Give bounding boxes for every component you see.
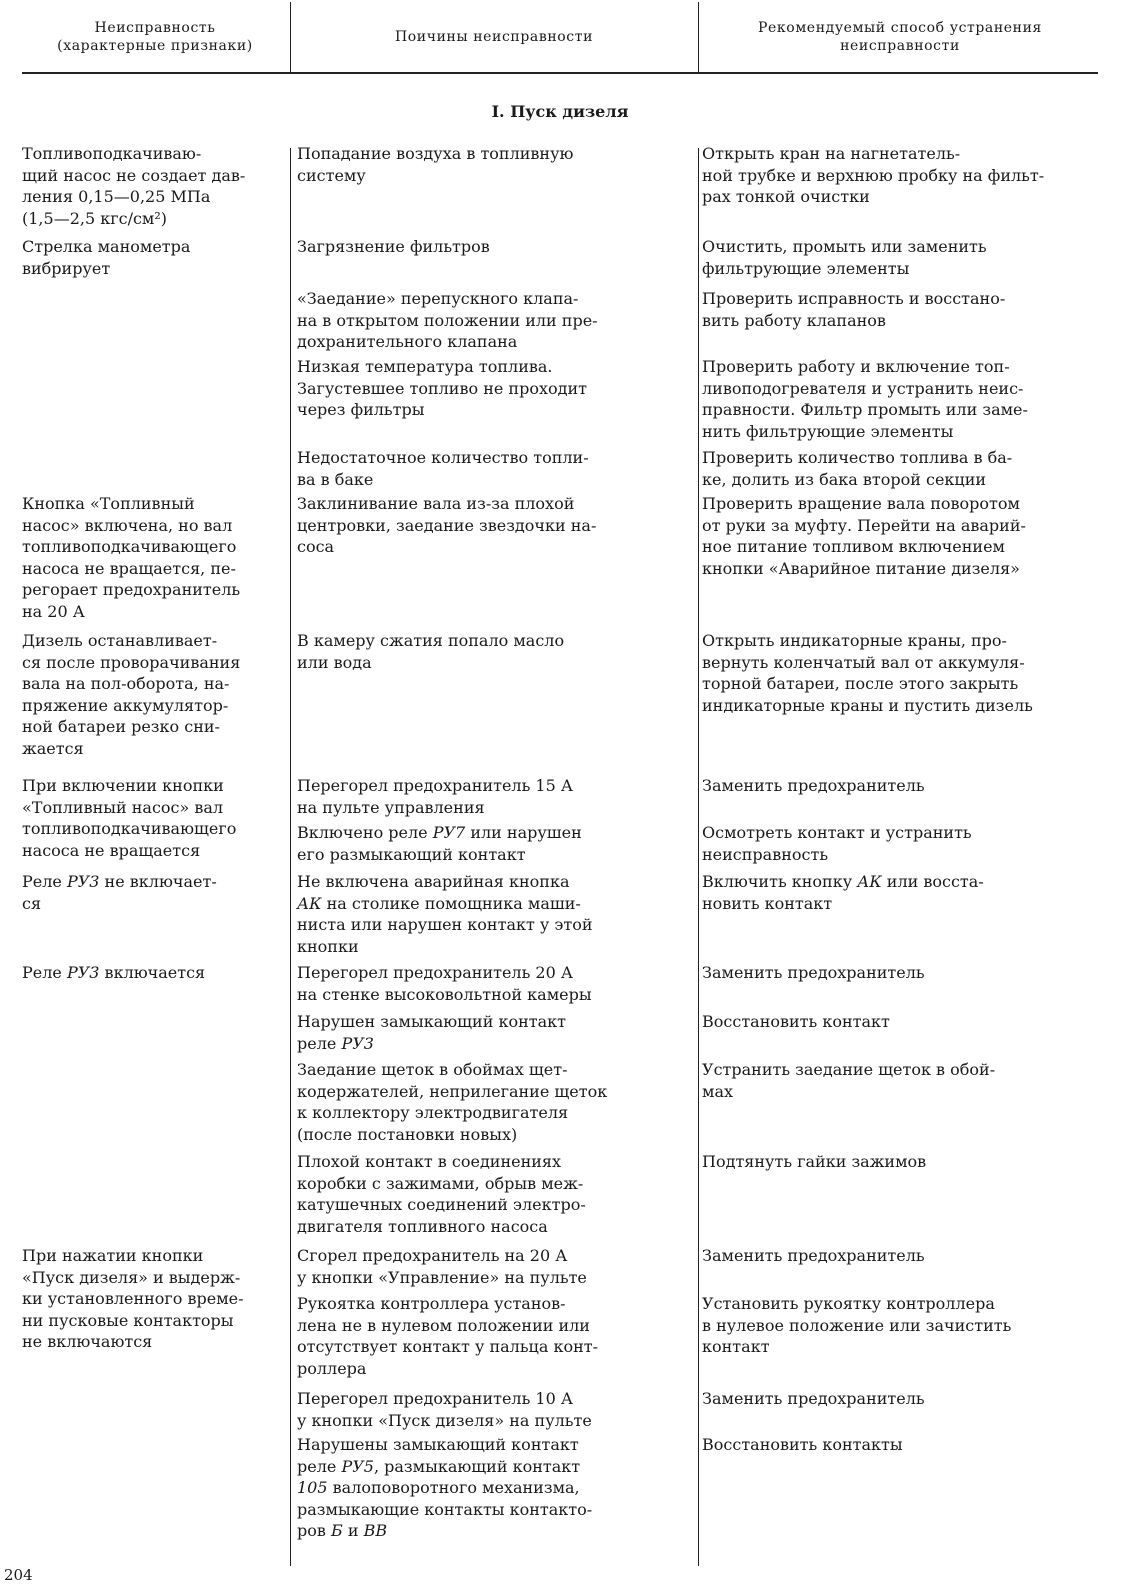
relay-code: РУ5 — [341, 1456, 374, 1476]
contact-code: 105 — [297, 1478, 328, 1498]
cell-text: Включить кнопку — [702, 872, 858, 891]
cell-text: Не включена аварийная кнопка — [297, 872, 570, 891]
cell-text: Реле — [22, 963, 67, 982]
cell-text: Реле — [22, 872, 67, 891]
remedy-cell: Заменить предохранитель — [702, 1246, 925, 1265]
cause-cell: Перегорел предохранитель 15 А на пульте управления — [297, 776, 573, 817]
cause-cell: Плохой контакт в соединениях коробки с зажимами, обрыв меж- катушечных соединений электро- двигателя топливного насоса — [297, 1152, 586, 1236]
cause-cell: Попадание воздуха в топливную систему — [297, 144, 574, 185]
cause-cell: Загрязнение фильтров — [297, 237, 490, 256]
relay-code: РУ7 — [432, 823, 466, 842]
fault-cell: При нажатии кнопки «Пуск дизеля» и выдерж- ки установленного време- ни пусковые контакторы не включаются — [22, 1246, 244, 1352]
fault-cell — [22, 871, 276, 914]
cell-text: или восста- новить контакт — [702, 872, 984, 913]
fault-cell: Дизель останавливает- ся после проворачивания вала на пол-оборота, на- пряжение аккумулятор- ной батареи резко сни- жается — [22, 631, 241, 758]
cell-text: Нарушен замыкающий контакт реле — [297, 1012, 566, 1053]
cause-cell — [297, 1011, 678, 1054]
relay-code: РУ3 — [66, 872, 100, 891]
remedy-cell: Восстановить контакт — [702, 1012, 890, 1031]
cause-cell: Заедание щеток в обоймах щет- кодержателей, неприлегание щеток к коллектору электродвигателя (после постановки новых) — [297, 1060, 608, 1144]
remedy-cell: Проверить количество топлива в ба- ке, долить из бака второй секции — [702, 448, 1013, 489]
cause-cell: В камеру сжатия попало масло или вода — [297, 631, 565, 672]
remedy-cell: Подтянуть гайки зажимов — [702, 1152, 927, 1171]
cell-text: валоповоротного механизма, размыкающие контакты контакто- ров — [297, 1478, 593, 1541]
header-divider-2 — [698, 2, 699, 72]
remedy-cell: Открыть кран на нагнетатель- ной трубке и верхнюю пробку на фильт- рах тонкой очистки — [702, 144, 1045, 207]
cell-text: Нарушены замыкающий контакт реле — [297, 1435, 579, 1476]
header-fault: Неисправность (характерные признаки) — [57, 20, 253, 54]
remedy-cell: Проверить вращение вала поворотом от руки за муфту. Перейти на аварий- ное питание топливом включением кнопки «Аварийное питание дизеля» — [702, 494, 1026, 578]
header-causes: Поичины неисправности — [394, 29, 594, 45]
cell-text: или нарушен его размыкающий контакт — [297, 823, 582, 864]
remedy-cell: Открыть индикаторные краны, про- вернуть коленчатый вал от аккумуля- торной батареи, после этого закрыть индикаторные краны и пустить дизель — [702, 631, 1033, 715]
cause-cell: Перегорел предохранитель 20 А на стенке высоковольтной камеры — [297, 963, 592, 1004]
cell-text: включается — [99, 963, 206, 982]
remedy-cell: Заменить предохранитель — [702, 963, 925, 982]
cause-cell: Перегорел предохранитель 10 А у кнопки «Пуск дизеля» на пульте — [297, 1389, 592, 1430]
remedy-cell — [702, 871, 1094, 914]
cause-cell: Рукоятка контроллера установ- лена не в нулевом положении или отсутствует контакт у пальца конт- роллера — [297, 1294, 599, 1378]
page-number: 204 — [4, 1566, 33, 1584]
remedy-cell: Устранить заедание щеток в обой- мах — [702, 1060, 996, 1101]
contactor-code: Б — [330, 1521, 343, 1541]
relay-code: РУ3 — [341, 1033, 374, 1053]
remedy-cell: Осмотреть контакт и устранить неисправность — [702, 823, 972, 864]
fault-cell: Кнопка «Топливный насос» включена, но вал топливоподкачивающего насоса не вращается, пе- регорает предохранитель на 20 А — [22, 494, 241, 621]
remedy-cell: Заменить предохранитель — [702, 1389, 925, 1408]
cause-cell: Заклинивание вала из-за плохой центровки, заедание звездочки на- соса — [297, 494, 597, 557]
remedy-cell: Установить рукоятку контроллера в нулевое положение или зачистить контакт — [702, 1294, 1012, 1357]
relay-code: РУ3 — [66, 963, 100, 982]
cause-cell: Сгорел предохранитель на 20 А у кнопки «Управление» на пульте — [297, 1246, 587, 1287]
cell-text: на столике помощника маши- ниста или нарушен контакт у этой кнопки — [297, 893, 593, 956]
button-code: АК — [297, 893, 322, 913]
remedy-cell: Проверить работу и включение топ- ливоподогревателя и устранить неис- правности. Фильтр промыть или заме- нить фильтрующие элементы — [702, 357, 1028, 441]
contactor-code: ВВ — [363, 1521, 388, 1541]
cause-cell: Недостаточное количество топли- ва в баке — [297, 448, 589, 489]
fault-cell: При включении кнопки «Топливный насос» вал топливоподкачивающего насоса не вращается — [22, 776, 237, 860]
cell-text: , размыкающий контакт — [373, 1456, 581, 1476]
fault-cell: Стрелка манометра вибрирует — [22, 237, 191, 278]
fault-cell: Топливоподкачиваю- щий насос не создает дав- ления 0,15—0,25 МПа (1,5—2,5 кгс/см²) — [22, 144, 246, 228]
fault-cell — [22, 962, 276, 984]
remedy-cell: Восстановить контакты — [702, 1435, 903, 1454]
remedy-cell: Проверить исправность и восстано- вить работу клапанов — [702, 289, 1006, 330]
cause-cell — [297, 1434, 678, 1542]
remedy-cell: Очистить, промыть или заменить фильтрующие элементы — [702, 237, 987, 278]
remedy-cell: Заменить предохранитель — [702, 776, 925, 795]
header-divider-1 — [290, 2, 291, 72]
cause-cell — [297, 822, 678, 865]
table-header — [22, 2, 1098, 74]
cause-cell: Низкая температура топлива. Загустевшее топливо не проходит через фильтры — [297, 357, 587, 420]
section-title: I. Пуск дизеля — [491, 102, 629, 121]
cell-text: и — [342, 1521, 364, 1541]
cause-cell — [297, 871, 678, 957]
header-remedy: Рекомендуемый способ устранения неисправности — [758, 20, 1042, 54]
cell-text: Включено реле — [297, 823, 433, 842]
button-code: АК — [857, 872, 882, 891]
column-divider-1 — [290, 148, 291, 1566]
cell-text: не включает- ся — [22, 872, 217, 913]
column-divider-2 — [698, 148, 699, 1566]
cause-cell: «Заедание» перепускного клапа- на в открытом положении или пре- дохранительного клапана — [297, 289, 598, 352]
